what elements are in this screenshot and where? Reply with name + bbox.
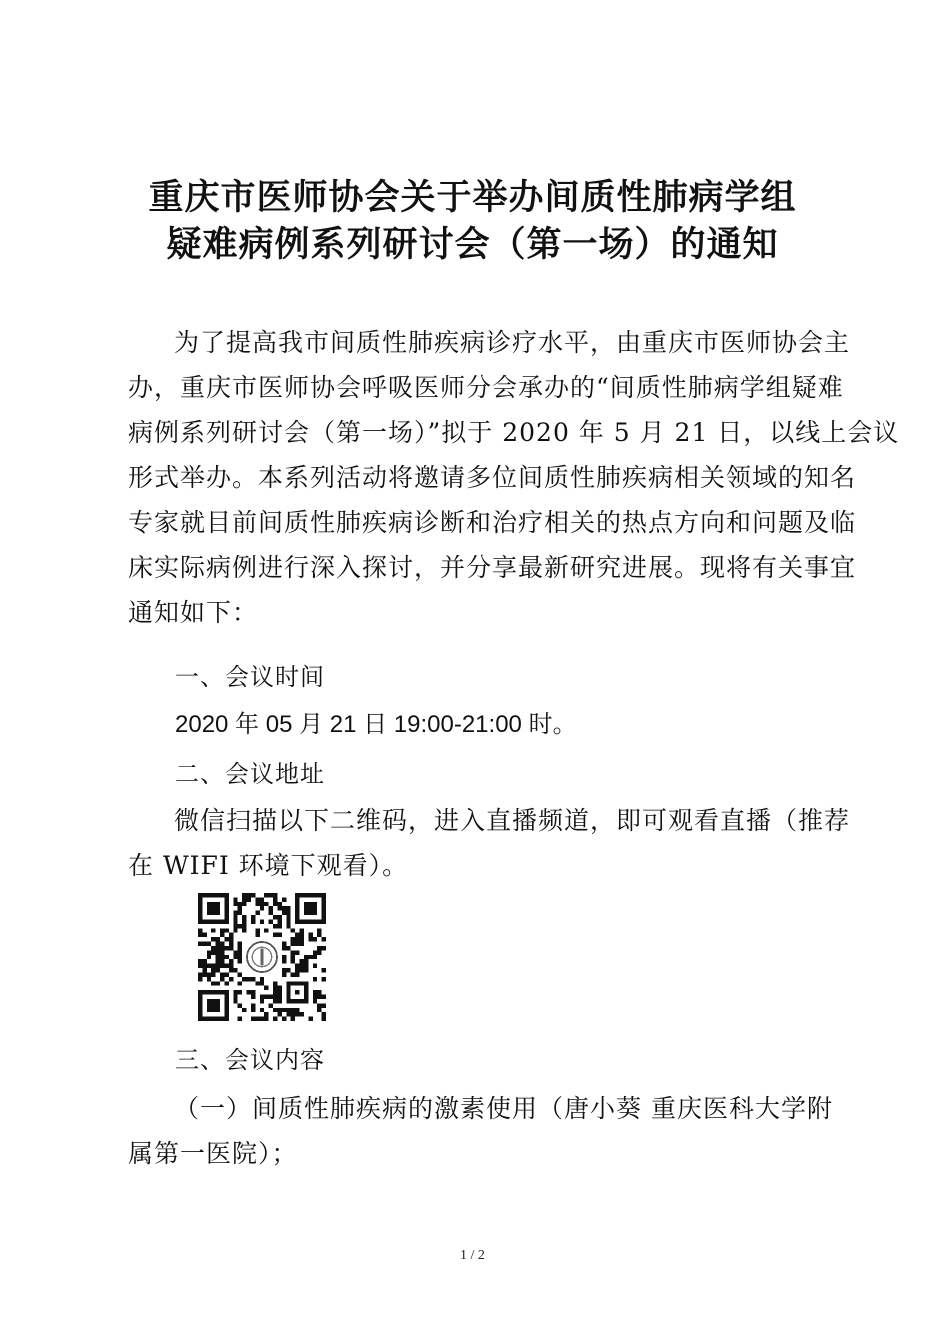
document-title-line-2: 疑难病例系列研讨会（第一场）的通知	[166, 224, 779, 265]
section-heading-address: 二、会议地址	[175, 760, 325, 788]
address-paragraph	[128, 798, 851, 888]
intro-line: 通知如下：	[128, 598, 259, 627]
page-number: 1 / 2	[460, 1248, 485, 1263]
content-line: 属第一医院）；	[128, 1139, 298, 1168]
content-item-1	[128, 1086, 833, 1176]
intro-line: 床实际病例进行深入探讨，并分享最新研究进展。现将有关事宜	[128, 553, 857, 582]
section-heading-time: 一、会议时间	[175, 663, 325, 691]
intro-line: 病例系列研讨会（第一场）”拟于 2020 年 5 月 21 日，以线上会议	[128, 418, 900, 447]
address-line: 微信扫描以下二维码，进入直播频道，即可观看直播（推荐	[174, 806, 851, 835]
qr-code-icon	[198, 893, 326, 1021]
address-line: 在 WIFI 环境下观看）。	[128, 851, 409, 880]
intro-paragraph	[128, 320, 900, 635]
document-title-line-1: 重庆市医师协会关于举办间质性肺病学组	[148, 177, 797, 218]
intro-line: 为了提高我市间质性肺疾病诊疗水平，由重庆市医师协会主	[174, 328, 851, 357]
intro-line: 办，重庆市医师协会呼吸医师分会承办的“间质性肺病学组疑难	[128, 373, 844, 402]
section-heading-content: 三、会议内容	[175, 1046, 325, 1074]
intro-line: 专家就目前间质性肺疾病诊断和治疗相关的热点方向和问题及临	[128, 508, 857, 537]
intro-line: 形式举办。本系列活动将邀请多位间质性肺疾病相关领域的知名	[128, 463, 857, 492]
content-line: （一）间质性肺疾病的激素使用（唐小葵 重庆医科大学附	[174, 1094, 833, 1123]
meeting-time: 2020 年 05 月 21 日 19:00-21:00 时。	[175, 711, 577, 738]
